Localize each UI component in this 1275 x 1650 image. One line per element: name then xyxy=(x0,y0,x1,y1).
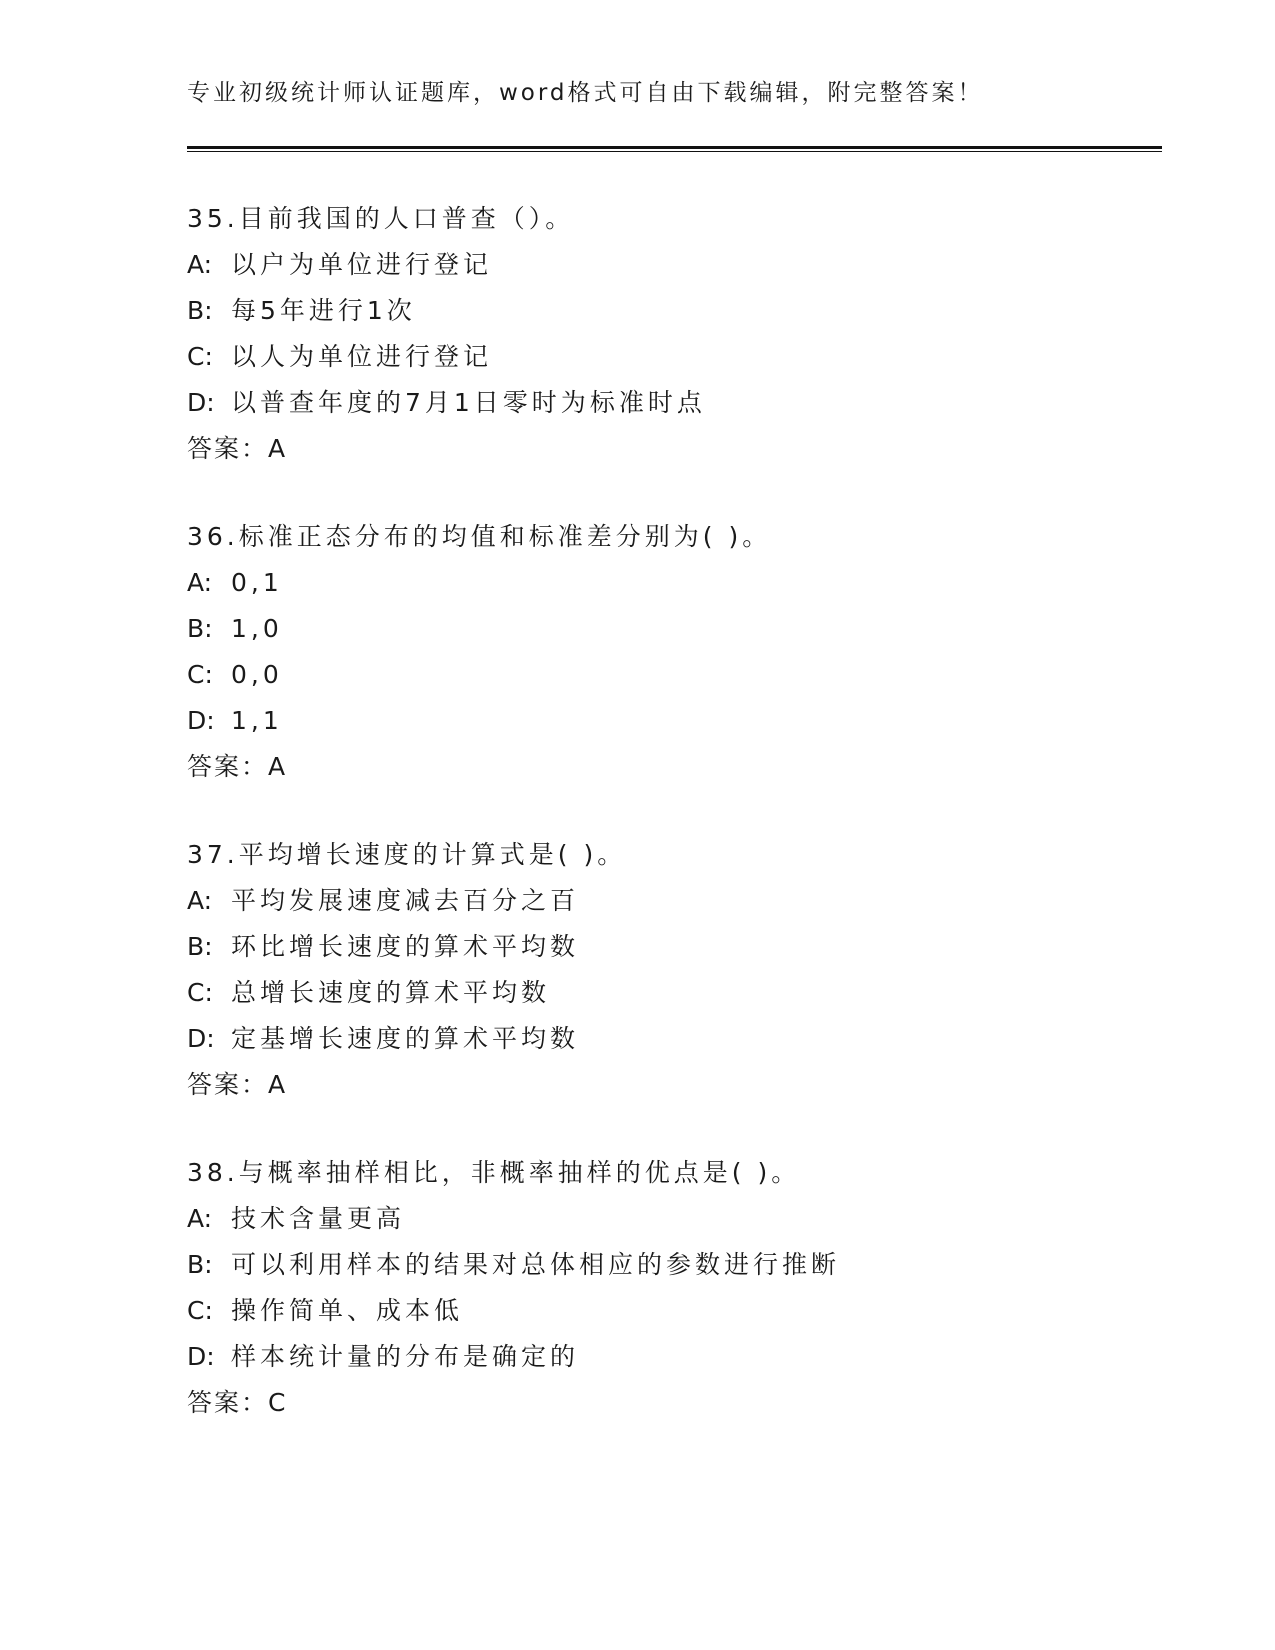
option-label: D: xyxy=(187,706,215,735)
option-a xyxy=(187,878,1147,924)
option-label: D: xyxy=(187,1024,215,1053)
option-label: D: xyxy=(187,1342,215,1371)
option-text: 定基增长速度的算术平均数 xyxy=(231,1024,580,1053)
answer-value: A xyxy=(268,1070,288,1099)
option-text: 1,1 xyxy=(231,706,283,735)
option-label: C: xyxy=(187,342,213,371)
option-label: C: xyxy=(187,1296,213,1325)
answer-label: 答案： xyxy=(187,1388,269,1417)
option-c xyxy=(187,970,1147,1016)
option-text: 操作简单、成本低 xyxy=(231,1296,464,1325)
option-text: 可以利用样本的结果对总体相应的参数进行推断 xyxy=(231,1250,841,1279)
question-36 xyxy=(187,514,1147,790)
option-a xyxy=(187,242,1147,288)
question-38 xyxy=(187,1150,1147,1426)
option-a xyxy=(187,1196,1147,1242)
option-text: 平均发展速度减去百分之百 xyxy=(231,886,580,915)
answer-label: 答案： xyxy=(187,752,269,781)
option-label: B: xyxy=(187,614,213,643)
option-label: A: xyxy=(187,568,213,597)
option-text: 以普查年度的7月1日零时为标准时点 xyxy=(231,388,706,417)
option-label: B: xyxy=(187,932,213,961)
option-text: 环比增长速度的算术平均数 xyxy=(231,932,580,961)
page-header: 专业初级统计师认证题库，word格式可自由下载编辑，附完整答案！ xyxy=(187,80,984,106)
option-label: A: xyxy=(187,250,213,279)
option-b xyxy=(187,606,1147,652)
question-stem: 36.标准正态分布的均值和标准差分别为( )。 xyxy=(187,522,772,551)
question-37 xyxy=(187,832,1147,1108)
option-d xyxy=(187,1016,1147,1062)
option-text: 1,0 xyxy=(231,614,283,643)
answer xyxy=(187,426,1147,472)
option-label: A: xyxy=(187,886,213,915)
answer xyxy=(187,1380,1147,1426)
option-c xyxy=(187,334,1147,380)
option-text: 0,1 xyxy=(231,568,283,597)
option-label: D: xyxy=(187,388,215,417)
answer xyxy=(187,1062,1147,1108)
question-stem: 38.与概率抽样相比，非概率抽样的优点是( )。 xyxy=(187,1158,801,1187)
option-text: 样本统计量的分布是确定的 xyxy=(231,1342,580,1371)
option-c xyxy=(187,1288,1147,1334)
answer-value: C xyxy=(268,1388,288,1417)
question-stem: 35.目前我国的人口普查（）。 xyxy=(187,204,575,233)
question-stem: 37.平均增长速度的计算式是( )。 xyxy=(187,840,627,869)
option-label: B: xyxy=(187,1250,213,1279)
answer-value: A xyxy=(268,752,288,781)
option-text: 以人为单位进行登记 xyxy=(231,342,493,371)
question-35 xyxy=(187,196,1147,472)
option-a xyxy=(187,560,1147,606)
answer-value: A xyxy=(268,434,288,463)
option-b xyxy=(187,924,1147,970)
option-label: B: xyxy=(187,296,213,325)
option-text: 0,0 xyxy=(231,660,283,689)
answer xyxy=(187,744,1147,790)
option-text: 技术含量更高 xyxy=(231,1204,406,1233)
header-divider xyxy=(187,146,1162,149)
option-d xyxy=(187,1334,1147,1380)
option-text: 以户为单位进行登记 xyxy=(231,250,493,279)
option-label: A: xyxy=(187,1204,213,1233)
option-text: 总增长速度的算术平均数 xyxy=(231,978,551,1007)
header-divider-thin xyxy=(187,151,1162,152)
option-text: 每5年进行1次 xyxy=(231,296,416,325)
option-c xyxy=(187,652,1147,698)
answer-label: 答案： xyxy=(187,434,269,463)
option-label: C: xyxy=(187,978,213,1007)
option-d xyxy=(187,698,1147,744)
option-b xyxy=(187,288,1147,334)
answer-label: 答案： xyxy=(187,1070,269,1099)
option-label: C: xyxy=(187,660,213,689)
option-d xyxy=(187,380,1147,426)
option-b xyxy=(187,1242,1147,1288)
